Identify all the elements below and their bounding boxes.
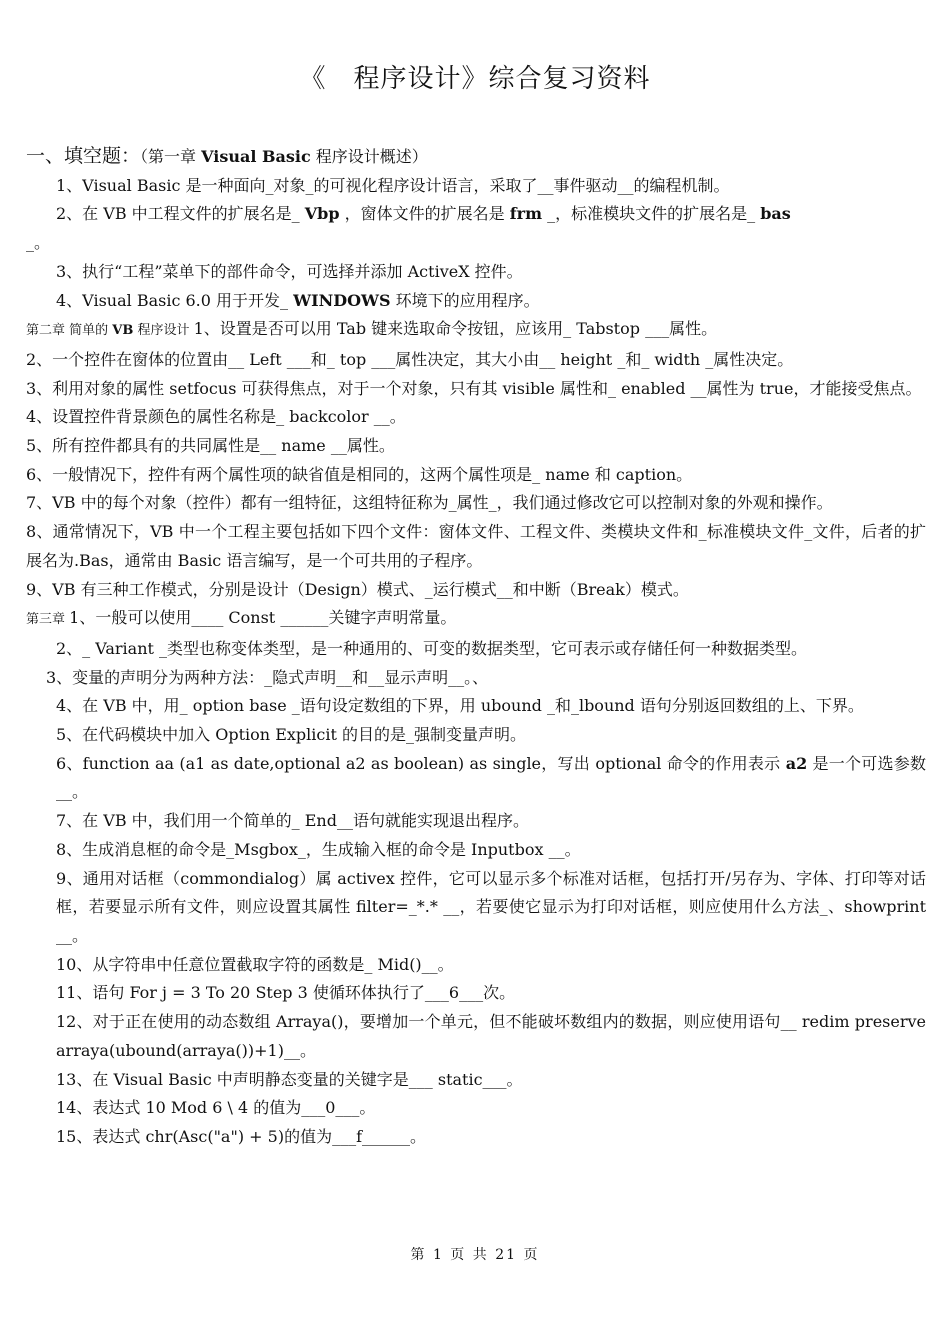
ch3-question-10: 10、从字符串中任意位置截取字符的函数是_ Mid()__。 [56, 954, 454, 974]
ch3-question-11: 11、语句 For j = 3 To 20 Step 3 使循环体执行了___6___次。 [56, 983, 516, 1003]
ch1-question-3: 3、执行“工程”菜单下的部件命令，可选择并添加 ActiveX 控件。 [56, 261, 523, 281]
ch3-question-8: 8、生成消息框的命令是_Msgbox_，生成输入框的命令是 Inputbox __。 [56, 839, 581, 859]
document-title: 《 程序设计》综合复习资料 [299, 64, 651, 94]
ch2-question-9: 9、VB 有三种工作模式，分别是设计（Design）模式、_运行模式__和中断（Break）模式。 [26, 579, 689, 599]
ch3-question-6: 6、function aa (a1 as date,optional a2 as boolean) as single，写出 optional 命令的作用表示 a2 是一个可选参数__。 [56, 753, 926, 802]
ch2-question-4: 4、设置控件背景颜色的属性名称是_ backcolor __。 [26, 407, 406, 427]
ch3-question-15: 15、表达式 chr(Asc("a") + 5)的值为___f______。 [56, 1126, 426, 1146]
ch3-question-14: 14、表达式 10 Mod 6 \ 4 的值为___0___。 [56, 1098, 376, 1118]
ch2-question-5: 5、所有控件都具有的共同属性是__ name __属性。 [26, 436, 395, 456]
section-heading-fill-in: 一、填空题：（第一章 Visual Basic 程序设计概述） [26, 145, 428, 167]
ch1-question-1: 1、Visual Basic 是一种面向_对象_的可视化程序设计语言，采取了__事件驱动__的编程机制。 [56, 175, 730, 195]
document-body [26, 142, 926, 1152]
page-footer: 第 1 页 共 21 页 [410, 1247, 540, 1263]
ch3-question-7: 7、在 VB 中，我们用一个简单的_ End__语句就能实现退出程序。 [56, 811, 529, 831]
ch2-question-3: 3、利用对象的属性 setfocus 可获得焦点，对于一个对象，只有其 visible 属性和_ enabled __属性为 true，才能接受焦点。 [26, 378, 922, 398]
ch1-question-2: 2、在 VB 中工程文件的扩展名是_ Vbp ，窗体文件的扩展名是 frm _，标准模块文件的扩展名是_ bas _。 [26, 204, 791, 253]
ch2-question-8: 8、通常情况下，VB 中一个工程主要包括如下四个文件：窗体文件、工程文件、类模块文件和_标准模块文件_文件，后者的扩展名为.Bas，通常由 Basic 语言编写，是一个可共用的子程序。 [26, 522, 926, 570]
ch2-question-1: 第二章 简单的 VB 程序设计 1、设置是否可以用 Tab 键来选取命令按钮，应该用_ Tabstop ___属性。 [26, 319, 718, 339]
ch3-question-12: 12、对于正在使用的动态数组 Arraya()，要增加一个单元，但不能破坏数组内的数据，则应使用语句__ redim preserve arraya(ubound(arraya())+1)__。 [56, 1012, 926, 1060]
ch3-question-9: 9、通用对话框（commondialog）属 activex 控件，它可以显示多个标准对话框，包括打开/另存为、字体、打印等对话框，若要显示所有文件，则应设置其属性 filter=_*.* __，若要使它显示为打印对话框，则应使用什么方法_、showprint __。 [56, 868, 926, 945]
ch3-question-2: 2、_ Variant _类型也称变体类型，是一种通用的、可变的数据类型，它可表示或存储任何一种数据类型。 [56, 638, 808, 658]
ch3-question-5: 5、在代码模块中加入 Option Explicit 的目的是_强制变量声明。 [56, 725, 526, 745]
ch2-question-6: 6、一般情况下，控件有两个属性项的缺省值是相同的，这两个属性项是_ name 和 caption。 [26, 464, 693, 484]
ch3-question-1: 第三章 1、一般可以使用____ Const ______关键字声明常量。 [26, 608, 457, 628]
ch1-question-4: 4、Visual Basic 6.0 用于开发_ WINDOWS 环境下的应用程序。 [56, 290, 540, 310]
ch2-question-2: 2、一个控件在窗体的位置由__ Left ___和_ top ___属性决定，其大小由__ height _和_ width _属性决定。 [26, 349, 794, 369]
chapter-2-label: 第二章 简单的 VB 程序设计 [26, 323, 194, 339]
ch2-question-7: 7、VB 中的每个对象（控件）都有一组特征，这组特征称为_属性_，我们通过修改它可以控制对象的外观和操作。 [26, 493, 833, 513]
ch3-question-4: 4、在 VB 中，用_ option base _语句设定数组的下界，用 ubound _和_lbound 语句分别返回数组的上、下界。 [56, 696, 864, 716]
ch3-question-13: 13、在 Visual Basic 中声明静态变量的关键字是___ static___。 [56, 1069, 523, 1089]
chapter-3-label: 第三章 [26, 612, 70, 628]
ch3-question-3: 3、变量的声明分为两种方法：_隐式声明__和__显示声明__。、 [46, 667, 489, 687]
